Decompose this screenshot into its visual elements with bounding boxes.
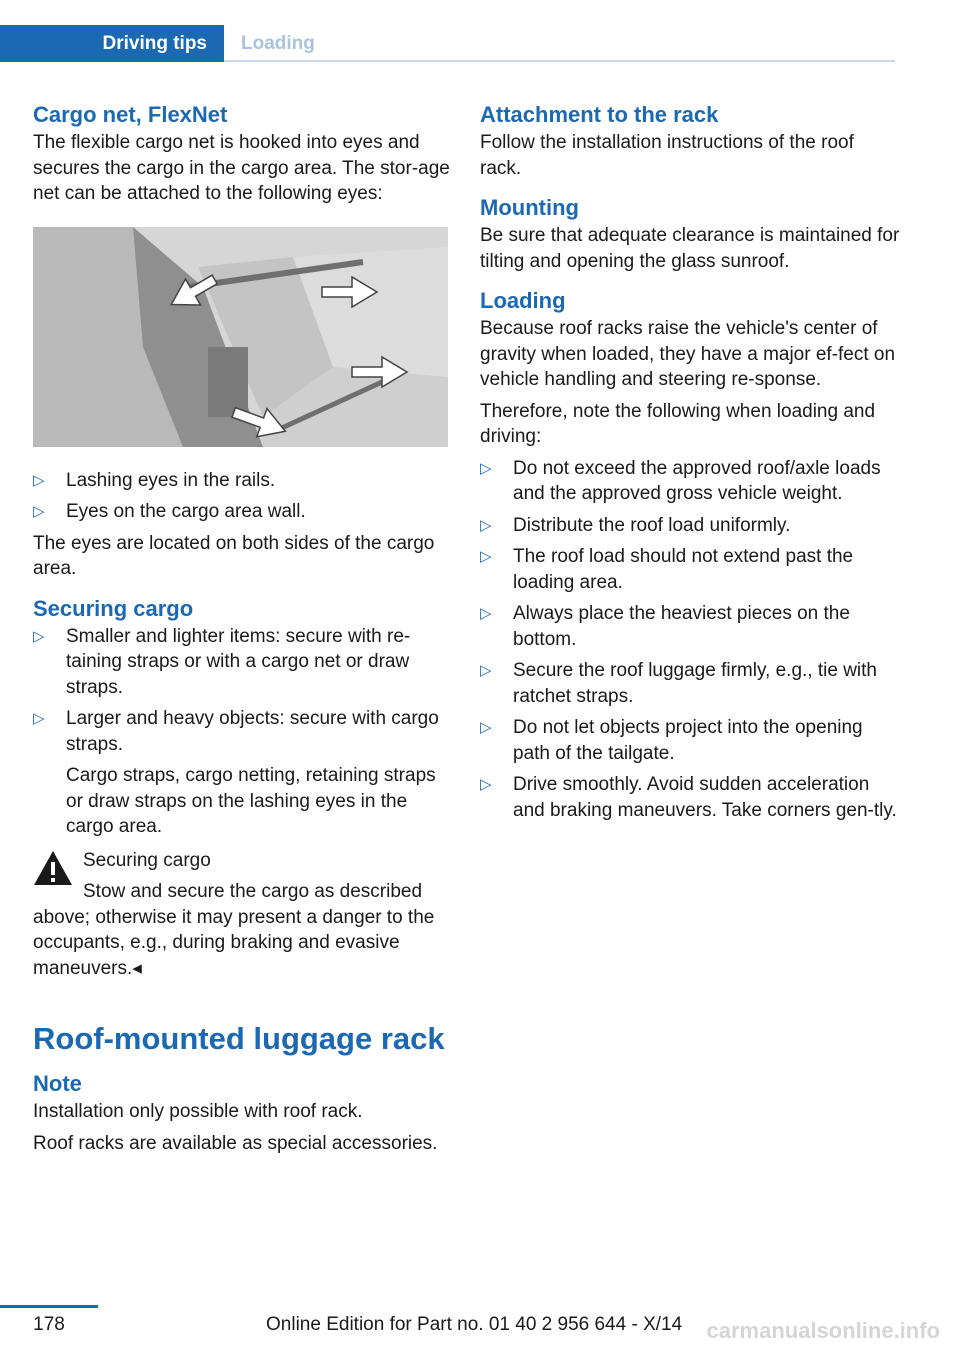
- list-item-text: Do not exceed the approved roof/axle loads and the approved gross vehicle weight.: [513, 457, 881, 504]
- list-item-text: Always place the heaviest pieces on the bottom.: [513, 603, 850, 650]
- loading-note: Therefore, note the following when loading and driving:: [480, 400, 876, 447]
- bullet-icon: ▷: [33, 710, 45, 727]
- list-item: [480, 601, 900, 652]
- list-item-text: Eyes on the cargo area wall.: [66, 501, 306, 522]
- eyes-note: The eyes are located on both sides of the cargo area.: [33, 532, 435, 579]
- list-item: [480, 544, 900, 595]
- list-item-text: The roof load should not extend past the loading area.: [513, 546, 854, 593]
- bullet-icon: ▷: [480, 459, 492, 477]
- bullet-icon: ▷: [480, 662, 492, 679]
- tab-driving-tips[interactable]: Driving tips: [0, 25, 224, 62]
- bullet-icon: ▷: [33, 503, 45, 520]
- cargo-net-heading: Cargo net, FlexNet: [33, 102, 228, 127]
- list-item: [33, 468, 451, 494]
- footer-rule: [0, 1305, 98, 1308]
- list-item-text: Do not let objects project into the opening path of the tailgate.: [513, 717, 863, 764]
- list-item-text: Smaller and lighter items: secure with re-taining straps or with a cargo net or draw straps.: [66, 625, 411, 698]
- list-item-text: Lashing eyes in the rails.: [66, 469, 276, 491]
- bullet-icon: ▷: [480, 776, 492, 793]
- page-number: 178: [33, 1314, 65, 1335]
- list-item: [480, 513, 900, 539]
- mounting-body: Be sure that adequate clearance is maintained for tilting and opening the glass sunroof.: [480, 225, 900, 272]
- page-header: [0, 25, 895, 62]
- securing-cargo-heading: Securing cargo: [33, 595, 194, 621]
- note-heading: Note: [33, 1071, 82, 1096]
- tab-loading[interactable]: Loading: [241, 32, 315, 54]
- loading-heading: Loading: [480, 288, 566, 313]
- bullet-icon: ▷: [33, 471, 45, 489]
- list-item-text: Secure the roof luggage firmly, e.g., tie with ratchet straps.: [513, 660, 877, 707]
- left-column: [33, 100, 451, 1162]
- list-item: [480, 456, 900, 507]
- warning-title: Securing cargo: [83, 849, 211, 871]
- list-item: [480, 715, 900, 766]
- roof-rack-heading: Roof-mounted luggage rack: [33, 1021, 445, 1056]
- attachment-heading: Attachment to the rack: [480, 102, 719, 127]
- watermark: carmanualsonline.info: [706, 1318, 940, 1343]
- cargo-net-body: The flexible cargo net is hooked into eyes and secures the cargo in the cargo area. The stor-age net can be attached to the following eyes:: [33, 132, 450, 204]
- loading-body: Because roof racks raise the vehicle's center of gravity when loaded, they have a major ef-fect on vehicle handling and steering re-sponse.: [480, 318, 896, 390]
- right-column: [480, 100, 900, 829]
- note-paragraph-2: Roof racks are available as special accessories.: [33, 1132, 438, 1154]
- bullet-icon: ▷: [480, 719, 492, 736]
- list-item-subtext: Cargo straps, cargo netting, retaining straps or draw straps on the lashing eyes in the cargo area.: [66, 765, 436, 837]
- warning-body-first-line: Stow and secure the cargo as described: [83, 881, 423, 902]
- list-item-text: Distribute the roof load uniformly.: [513, 514, 791, 536]
- list-item: [33, 706, 451, 757]
- note-paragraph-1: Installation only possible with roof rack.: [33, 1101, 363, 1122]
- list-item: [480, 772, 900, 823]
- bullet-icon: ▷: [480, 548, 492, 565]
- warning-triangle-icon: [33, 850, 73, 886]
- bullet-icon: ▷: [480, 605, 492, 622]
- list-item-text: Larger and heavy objects: secure with cargo straps.: [66, 708, 439, 755]
- bullet-icon: ▷: [33, 627, 45, 645]
- list-item-text: Drive smoothly. Avoid sudden acceleration and braking maneuvers. Take corners gen-tly.: [513, 774, 897, 821]
- warning-body: above; otherwise it may present a danger to the occupants, e.g., during braking and evasive maneuvers.◂: [33, 906, 435, 979]
- warning-block: [33, 848, 451, 982]
- cargo-area-photo: [33, 227, 448, 447]
- bullet-icon: ▷: [480, 516, 492, 534]
- attachment-body: Follow the installation instructions of the roof rack.: [480, 132, 854, 179]
- list-item: [480, 658, 900, 709]
- mounting-heading: Mounting: [480, 195, 579, 220]
- list-item: [33, 624, 451, 701]
- list-item: [33, 499, 451, 525]
- edition-text: Online Edition for Part no. 01 40 2 956 644 - X/14: [266, 1314, 683, 1335]
